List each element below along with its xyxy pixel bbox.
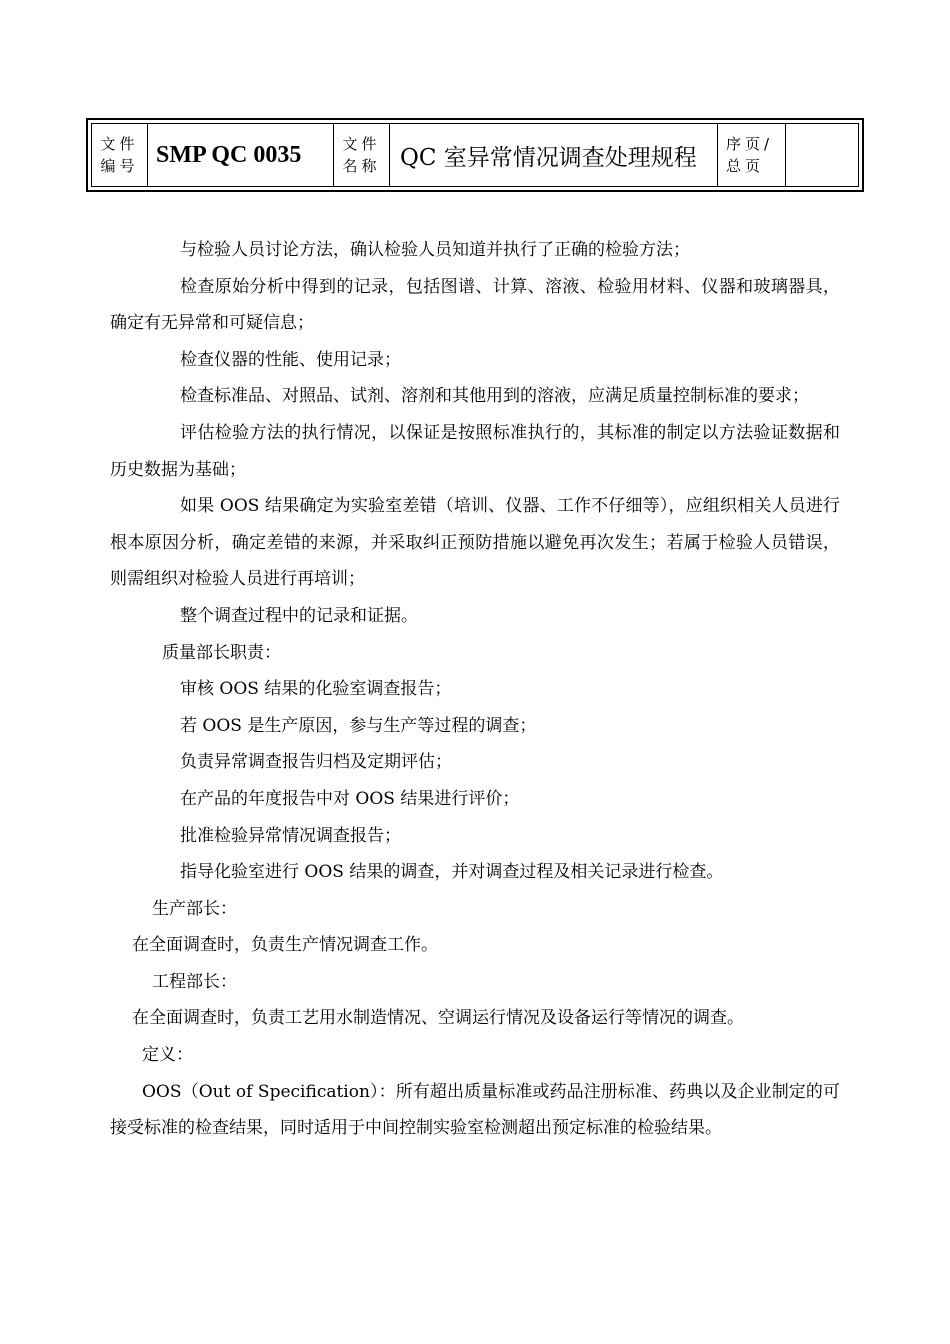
- doc-number-label-cell: [92, 124, 148, 186]
- paragraph-records-evidence: 整个调查过程中的记录和证据。: [180, 605, 418, 626]
- paragraph-lab-error: 如果 OOS 结果确定为实验室差错（培训、仪器、工作不仔细等），应组织相关人员进行根本原因分析，确定差错的来源，并采取纠正预防措施以避免再次发生；若属于检验人员错误，则需组织对检验人员进行再培训；: [110, 496, 840, 590]
- qa-item: 若 OOS 是生产原因，参与生产等过程的调查；: [180, 715, 537, 736]
- doc-number-cell: [148, 124, 334, 186]
- paragraph-check-records: 检查原始分析中得到的记录，包括图谱、计算、溶液、检验用材料、仪器和玻璃器具，确定有无异常和可疑信息；: [110, 276, 840, 334]
- doc-name-label: [342, 133, 380, 177]
- production-heading: 生产部长：: [152, 898, 237, 919]
- header-table: [91, 123, 859, 187]
- qa-item: 在产品的年度报告中对 OOS 结果进行评价；: [180, 788, 520, 809]
- doc-number: SMP QC 0035: [156, 141, 302, 168]
- page-label-line2: 总页: [726, 157, 765, 175]
- qa-item: 指导化验室进行 OOS 结果的调查，并对调查过程及相关记录进行检查。: [180, 862, 724, 883]
- paragraph-discuss-method: 与检验人员讨论方法，确认检验人员知道并执行了正确的检验方法；: [180, 240, 690, 260]
- doc-number-label-line1: 文件: [100, 135, 139, 153]
- qa-item: 负责异常调查报告归档及定期评估；: [180, 752, 452, 773]
- page-label-cell: [718, 124, 786, 186]
- page-label-line1: 序页/: [726, 135, 774, 153]
- doc-title: QC 室异常情况调查处理规程: [400, 144, 697, 171]
- paragraph-check-instrument: 检查仪器的性能、使用记录；: [180, 349, 401, 370]
- page-number-cell: [786, 124, 858, 186]
- qa-item: 审核 OOS 结果的化验室调查报告；: [180, 679, 452, 700]
- production-text: 在全面调查时，负责生产情况调查工作。: [132, 935, 438, 956]
- doc-name-label-line1: 文件: [342, 135, 381, 153]
- paragraph-check-standards: 检查标准品、对照品、试剂、溶剂和其他用到的溶液，应满足质量控制标准的要求；: [180, 386, 809, 407]
- definition-text: OOS（Out of Specification）：所有超出质量标准或药品注册标准、药典以及企业制定的可接受标准的检查结果，同时适用于中间控制实验室检测超出预定标准的检验结果。: [110, 1081, 840, 1139]
- page-label: [726, 133, 773, 177]
- qa-item: 批准检验异常情况调查报告；: [180, 825, 401, 846]
- doc-name-label-cell: [334, 124, 390, 186]
- document-header: [86, 118, 864, 192]
- doc-name-label-line2: 名称: [342, 157, 381, 175]
- qa-responsibility-heading: 质量部长职责：: [162, 642, 281, 663]
- document-body: [110, 232, 840, 1147]
- doc-title-cell: [390, 124, 718, 186]
- doc-number-label-line2: 编号: [100, 157, 139, 175]
- paragraph-evaluate-method: 评估检验方法的执行情况，以保证是按照标准执行的，其标准的制定以方法验证数据和历史数据为基础；: [110, 422, 840, 480]
- engineering-heading: 工程部长：: [152, 971, 237, 992]
- doc-number-label: [100, 133, 138, 177]
- definition-heading: 定义：: [142, 1045, 193, 1066]
- engineering-text: 在全面调查时，负责工艺用水制造情况、空调运行情况及设备运行等情况的调查。: [132, 1008, 744, 1029]
